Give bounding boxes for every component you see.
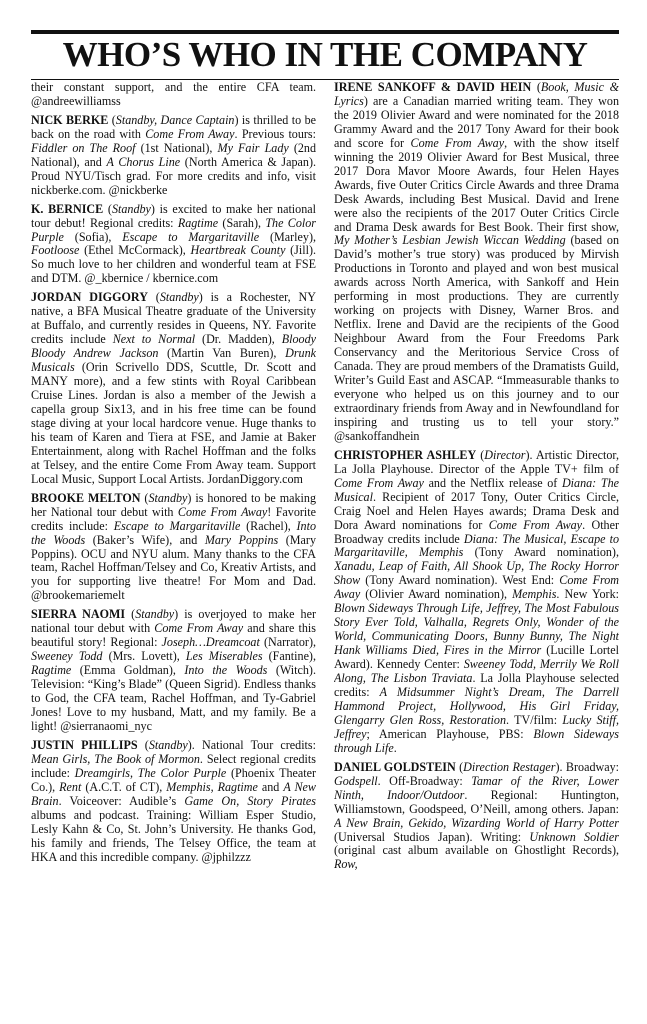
bio-name: K. BERNICE [31,201,104,216]
header-bottom-rule [31,79,619,80]
bio-name: JORDAN DIGGORY [31,290,148,305]
bio-name: IRENE SANKOFF & DAVID HEIN [334,81,532,94]
left-bio-entry: SIERRA NAOMI (Standby) is overjoyed to make her national tour debut with Come From Away and share this beautiful story! Regional: Joseph…Dreamcoat (Narrator), Sweeney Todd (Mrs. Lovett), Les Miserables (Fantine), Ragtime (Emma Goldman), Into the Woods (Witch). Television: “King’s Blade” (Queen Sigrid). Endless thanks to God, the CFA team, Rachel Hoffman, and Ty-Gabriel Jones! Love to my husband, Matt, and my family. Be a light! @sierranaomi_nyc [31,607,316,733]
left-bio-entry: NICK BERKE (Standby, Dance Captain) is thrilled to be back on the road with Come From Away. Previous tours: Fiddler on The Roof (1st National), My Fair Lady (2nd National), and A Chorus Line (North America & Japan). Proud NYU/Tisch grad. For more credits and info, visit nickberke.com. @nickberke [31,112,316,197]
left-bio-entry: JUSTIN PHILLIPS (Standby). National Tour credits: Mean Girls, The Book of Mormon. Select regional credits include: Dreamgirls, The Color Purple (Phoenix Theater Co.), Rent (A.C.T. of CT), Memphis, Ragtime and A New Brain. Voiceover: Audible’s Game On, Story Pirates albums and podcast. Training: William Esper Studio, Lesly Kahn & Co, St. John’s University. He thanks God, his family and friends, The Telsey Office, the team at HKA and this incredible company. @jphilzzz [31,737,316,864]
right-bio-entry: DANIEL GOLDSTEIN (Direction Restager). Broadway: Godspell. Off-Broadway: Tamar of the River, Lower Ninth, Indoor/Outdoor. Regional: Huntington, Williamstown, Goodspeed, O’Neill, among others. Japan: A New Brain, Gekido, Wizarding World of Harry Potter (Universal Studios Japan). Writing: Unknown Soldier (original cast album available on Ghostlight Records), Row, [334,759,619,872]
bio-name: DANIEL GOLDSTEIN [334,759,456,774]
left-bio-entry: JORDAN DIGGORY (Standby) is a Rochester, NY native, a BFA Musical Theatre graduate of the University at Buffalo, and currently resides in Queens, NY. Favorite credits include Next to Normal (Dr. Madden), Bloody Bloody Andrew Jackson (Martin Van Buren), Drunk Musicals (Orin Scrivello DDS, Scuttle, Dr. Scott and MANY more), and a few stints with Royal Caribbean Cruise Lines. Jordan is also a member of the Jewish a capella group Six13, and in his free time can be found stage diving at your local hardcore venue. Huge thanks to his team of Karen and Tiera at FSE, and Jamie at Baker Entertainment, along with Rachel Hoffman and the folks at Telsey, and the entire Come From Away team. Support Local Music, Support Local Artists. JordanDiggory.com [31,290,316,486]
bio-name: JUSTIN PHILLIPS [31,737,138,752]
bio-name: BROOKE MELTON [31,490,141,505]
header-top-rule [31,30,619,34]
bio-name: CHRISTOPHER ASHLEY [334,447,477,462]
bio-name: NICK BERKE [31,112,109,127]
right-bio-entry: IRENE SANKOFF & DAVID HEIN (Book, Music & Lyrics) are a Canadian married writing team. They won the 2019 Olivier Award and were nominated for the 2018 Grammy Award and the 2017 Tony Award for their book and score for Come From Away, with the show itself winning the 2019 Olivier Award for Best Musical, three 2017 Dora Mavor Moore Awards, four Helen Hayes Awards, five Outer Critics Circle Awards and three Drama Desk Awards, including Best Musical. David and Irene were also the recipients of the 2017 Outer Critics Circle and Drama Desk awards for Best Book. Their first show, My Mother’s Lesbian Jewish Wiccan Wedding (based on David’s mother’s true story) was produced by Mirvish Productions in Toronto and played and won best musical awards across North America, with Sankoff and Hein performing in most productions. They are currently working on projects with Disney, Warner Bros. and Netflix. Irene and David are the recipients of the Good Neighbour Award from the Four Freedoms Park Conservancy and the Meritorious Service Cross of Canada. They are proud members of the Dramatists Guild, Writer’s Guild East and ASCAP. “Immeasurable thanks to everyone who helped us on this journey and to our extraordinary friends from Away and in Newfoundland for inspiring and trusting us to tell your story.” @sankoffandhein [334,81,619,443]
page-title: WHO’S WHO IN THE COMPANY [62,35,588,74]
right-column [334,81,619,1020]
right-bio-entry: CHRISTOPHER ASHLEY (Director). Artistic Director, La Jolla Playhouse. Director of the Apple TV+ film of Come From Away and the Netflix release of Diana: The Musical. Recipient of 2017 Tony, Outer Critics Circle, Craig Noel and Helen Hayes awards; Drama Desk and Dora Award nominations for Come From Away. Other Broadway credits include Diana: The Musical, Escape to Margaritaville, Memphis (Tony Award nomination), Xanadu, Leap of Faith, All Shook Up, The Rocky Horror Show (Tony Award nomination). West End: Come From Away (Olivier Award nomination), Memphis. New York: Blown Sideways Through Life, Jeffrey, The Most Fabulous Story Ever Told, Valhalla, Regrets Only, Wonder of the World, Communicating Doors, Bunny Bunny, The Night Hank Williams Died, Fires in the Mirror (Lucille Lortel Award). Kennedy Center: Sweeney Todd, Merrily We Roll Along, The Lisbon Traviata. La Jolla Playhouse selected credits: A Midsummer Night’s Dream, The Darrell Hammond Project, Hollywood, His Girl Friday, Glengarry Glen Ross, Restoration. TV/film: Lucky Stiff, Jeffrey; American Playhouse, PBS: Blown Sideways through Life. [334,447,619,755]
bio-name: SIERRA NAOMI [31,607,126,622]
left-bio-entry: BROOKE MELTON (Standby) is honored to be making her National tour debut with Come From Away! Favorite credits include: Escape to Margaritaville (Rachel), Into the Woods (Baker’s Wife), and Mary Poppins (Mary Poppins). OCU and NYU alum. Many thanks to the CFA team, Rachel Hoffman/Telsey and Co, Kreativ Artists, and you for supporting live theatre! For Mom and Dad. @brookemariemelt [31,490,316,603]
left-column [31,81,316,1020]
left-bio-entry: K. BERNICE (Standby) is excited to make her national tour debut! Regional credits: Ragtime (Sarah), The Color Purple (Sofia), Escape to Margaritaville (Marley), Footloose (Ethel McCormack), Heartbreak County (Jill). So much love to her children and wonderful team at FSE and DTM. @_kbernice / kbernice.com [31,201,316,286]
left-bio-entry: their constant support, and the entire CFA team. @andreewilliamss [31,81,316,108]
